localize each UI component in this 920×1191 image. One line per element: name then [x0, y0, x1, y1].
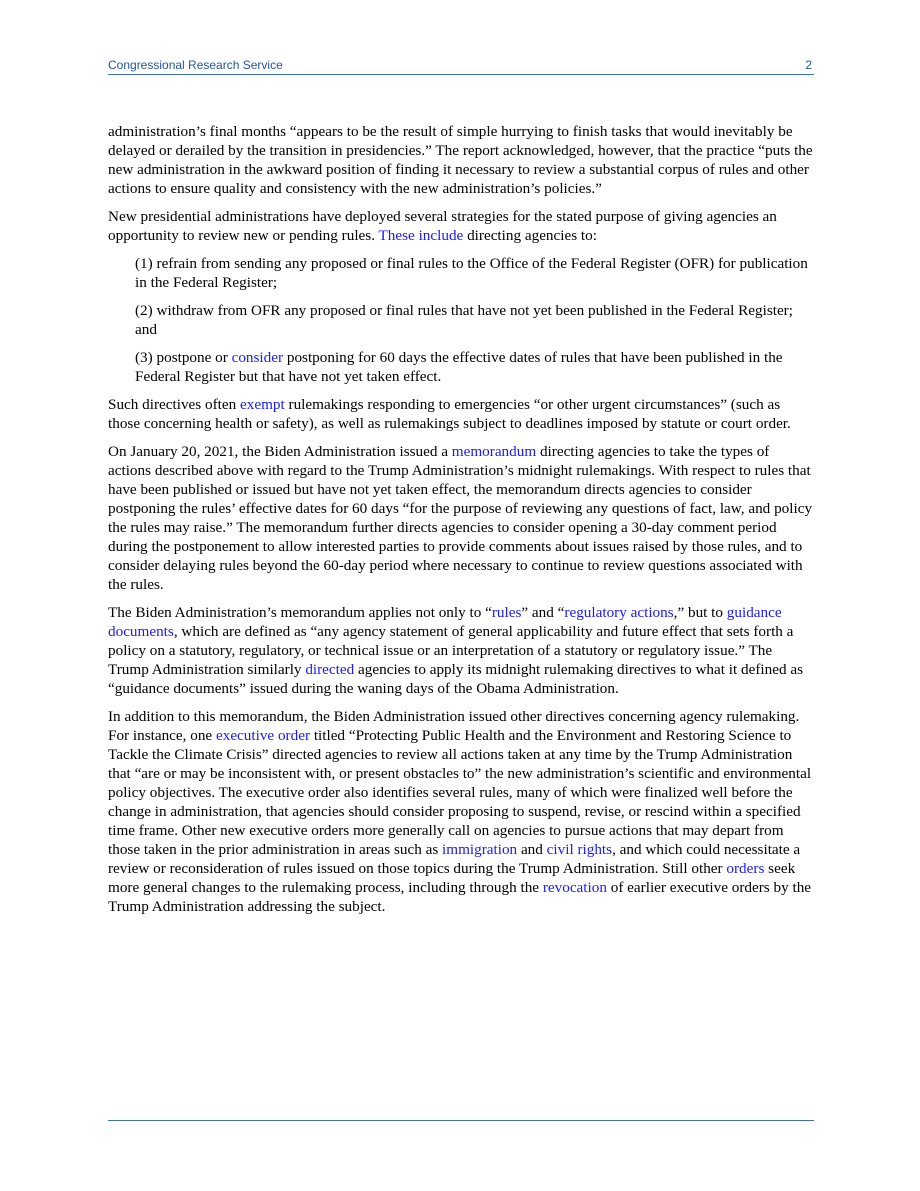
page-header: [108, 58, 814, 75]
paragraph-1: [108, 122, 814, 198]
link-revocation[interactable]: revocation: [542, 879, 607, 896]
text: , which are defined as “any agency statement of general applicability and future effect that sets forth a policy on a statutory, regulatory, or technical issue or an interpretation of a statutory or regulatory issue.” The Trump Administration similarly: [108, 623, 794, 678]
link-directed[interactable]: directed: [305, 661, 355, 678]
text: (1) refrain from sending any proposed or final rules to the Office of the Federal Register (OFR) for publication in the Federal Register;: [135, 255, 808, 291]
link-immigration[interactable]: immigration: [442, 841, 518, 858]
text: (2) withdraw from OFR any proposed or final rules that have not yet been published in the Federal Register; and: [135, 302, 793, 338]
header-source: Congressional Research Service: [108, 58, 283, 72]
text: directing agencies to take the types of actions described above with regard to the Trump Administration’s midnight rulemakings. With respect to rules that have been published or issued but have not yet taken effect, the memorandum directs agencies to consider postponing the rules’ effective dates for 60 days “for the purpose of reviewing any questions of fact, law, and policy the rules may raise.” The memorandum further directs agencies to consider opening a 30-day comment period during the postponement to allow interested parties to provide comments about issues raised by those rules, and to consider delaying rules beyond the 60-day period where necessary to continue to review questions associated with the rules.: [108, 443, 813, 593]
text: directing agencies to:: [463, 227, 597, 244]
list-item-3: [135, 348, 814, 386]
link-executive-order[interactable]: executive order: [215, 727, 311, 744]
paragraph-3: [108, 395, 814, 433]
list-item-1: [135, 254, 814, 292]
link-orders[interactable]: orders: [726, 860, 765, 877]
link-exempt[interactable]: exempt: [240, 396, 285, 413]
text: (3) postpone or: [135, 349, 232, 366]
text: The Biden Administration’s memorandum applies not only to “: [108, 604, 492, 621]
footer-divider: [108, 1120, 814, 1121]
text: In addition to this memorandum, the Biden Administration issued other directives concerning agency rulemaking. For instance, one: [108, 708, 800, 744]
text: seek more general changes to the rulemaking process, including through the: [108, 860, 796, 896]
link-civil-rights[interactable]: civil rights: [546, 841, 613, 858]
paragraph-2: [108, 207, 814, 245]
link-regulatory-actions[interactable]: regulatory actions: [564, 604, 674, 621]
text: On January 20, 2021, the Biden Administration issued a: [108, 443, 452, 460]
link-these-include[interactable]: These include: [378, 227, 464, 244]
text: New presidential administrations have deployed several strategies for the stated purpose of giving agencies an opportunity to review new or pending rules.: [108, 208, 777, 244]
text: postponing for 60 days the effective dates of rules that have been published in the Federal Register but that have not yet taken effect.: [135, 349, 783, 385]
paragraph-5: [108, 603, 814, 698]
text: ” and “: [521, 604, 565, 621]
link-guidance-documents[interactable]: guidance documents: [108, 604, 782, 640]
text: , and which could necessitate a review or reconsideration of rules issued on those topics during the Trump Administration. Still other: [108, 841, 801, 877]
document-body: [108, 122, 814, 925]
text: Such directives often: [108, 396, 241, 413]
text: ,” but to: [673, 604, 727, 621]
link-consider[interactable]: consider: [231, 349, 284, 366]
text: titled “Protecting Public Health and the Environment and Restoring Science to Tackle the Climate Crisis” directed agencies to review all actions taken at any time by the Trump Administration that “are or may be inconsistent with, or present obstacles to” the new administration’s scientific and environmental policy objectives. The executive order also identifies several rules, many of which were finalized well before the change in administration, that agencies should consider proposing to suspend, revise, or rescind within a specified time frame. Other new executive orders more generally call on agencies to pursue actions that may depart from those taken in the prior administration in areas such as: [108, 727, 812, 858]
text: of earlier executive orders by the Trump Administration addressing the subject.: [108, 879, 812, 915]
text: rulemakings responding to emergencies “or other urgent circumstances” (such as those concerning health or safety), as well as rulemakings subject to deadlines imposed by statute or court order.: [108, 396, 791, 432]
text: and: [517, 841, 547, 858]
link-memorandum[interactable]: memorandum: [451, 443, 537, 460]
text: agencies to apply its midnight rulemaking directives to what it defined as “guidance documents” issued during the waning days of the Obama Administration.: [108, 661, 803, 697]
list-item-2: [135, 301, 814, 339]
paragraph-4: [108, 442, 814, 594]
paragraph-6: [108, 707, 814, 916]
text: administration’s final months “appears to be the result of simple hurrying to finish tasks that would inevitably be delayed or derailed by the transition in presidencies.” The report acknowledged, however, that the practice “puts the new administration in the awkward position of finding it necessary to review a substantial corpus of rules and other actions to ensure quality and consistency with the new administration’s policies.”: [108, 123, 813, 197]
page-number: 2: [805, 58, 812, 72]
link-rules[interactable]: rules: [491, 604, 522, 621]
